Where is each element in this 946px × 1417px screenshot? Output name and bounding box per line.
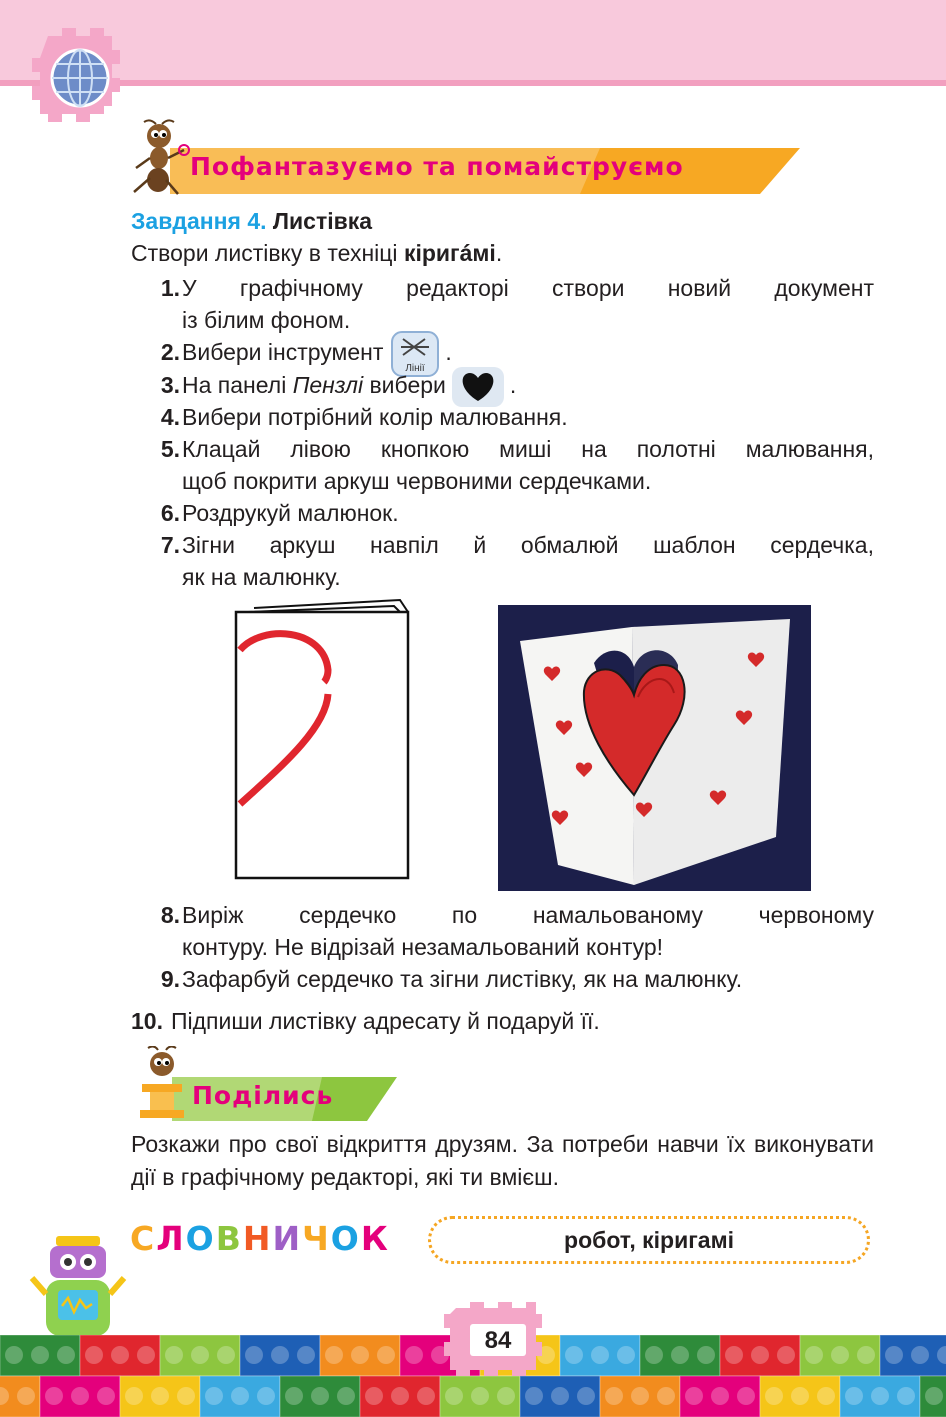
lego-stud [45, 1387, 63, 1405]
folded-sheet-drawing [232, 598, 412, 880]
list-item [146, 304, 874, 336]
lego-stud [257, 1387, 275, 1405]
task-heading [131, 208, 372, 235]
step-text-part: вибери [363, 371, 446, 398]
lego-stud [377, 1346, 395, 1364]
lego-stud [777, 1346, 795, 1364]
dictionary-letter: К [360, 1219, 390, 1258]
lego-stud [351, 1346, 369, 1364]
list-item [146, 497, 874, 529]
step-text: як на малюнку. [182, 563, 341, 590]
lego-stud [885, 1346, 903, 1364]
share-paragraph: Розкажи про свої відкриття друзям. За потреби навчи їх виконувати дії в графічному редакторі, які ти вмієш. [131, 1131, 874, 1190]
lego-stud [591, 1346, 609, 1364]
lego-stud [71, 1387, 89, 1405]
lego-stud [565, 1346, 583, 1364]
list-item [146, 272, 874, 304]
dictionary-letter: Н [242, 1219, 273, 1258]
dictionary-letter: Л [156, 1219, 186, 1258]
intro-text: Створи листівку в техніці [131, 240, 404, 266]
step-number: 7. [160, 531, 180, 558]
list-item [131, 1008, 600, 1035]
lego-stud [231, 1387, 249, 1405]
dictionary-letter: О [330, 1219, 361, 1258]
lego-stud [617, 1346, 635, 1364]
dictionary-letter: Ч [302, 1219, 331, 1258]
page-number: 84 [484, 1327, 512, 1354]
lego-stud [751, 1346, 769, 1364]
lego-stud [97, 1387, 115, 1405]
lego-stud [151, 1387, 169, 1405]
step-text: контуру. Не відрізай незамальований контур! [182, 934, 664, 960]
lego-stud [285, 1387, 303, 1405]
step-text: Роздрукуй малюнок. [182, 499, 399, 526]
lego-stud [137, 1346, 155, 1364]
step-text-part: . [445, 339, 452, 365]
section-title: Пофантазуємо та помайструємо [190, 152, 684, 181]
step-number [146, 465, 182, 497]
list-item [146, 529, 874, 561]
lego-stud [337, 1387, 355, 1405]
dictionary-letter: С [130, 1219, 157, 1258]
lego-stud [791, 1387, 809, 1405]
step-number: 8. [160, 902, 180, 928]
lego-stud [271, 1346, 289, 1364]
lego-stud [817, 1387, 835, 1405]
lego-stud [685, 1387, 703, 1405]
lego-stud [645, 1346, 663, 1364]
globe-icon [30, 28, 130, 133]
lego-stud [365, 1387, 383, 1405]
lego-stud [111, 1346, 129, 1364]
list-item [146, 899, 874, 931]
list-item [146, 963, 874, 995]
lego-stud [845, 1387, 863, 1405]
step-text: Зігни аркуш навпіл й обмалюй шаблон сердечка, [182, 531, 874, 558]
lego-stud [725, 1346, 743, 1364]
lego-stud [805, 1346, 823, 1364]
lego-stud [471, 1387, 489, 1405]
lego-stud [391, 1387, 409, 1405]
list-item [146, 369, 874, 401]
dictionary-letter: О [185, 1219, 216, 1258]
lego-stud [497, 1387, 515, 1405]
step-text: Вибери потрібний колір малювання. [182, 403, 568, 430]
dictionary-letter: В [215, 1219, 243, 1258]
intro-term: кіригáмі [403, 240, 496, 266]
dictionary-terms: робот, кіригамі [564, 1226, 734, 1253]
lego-stud [925, 1387, 943, 1405]
list-item [146, 336, 874, 374]
lego-stud [57, 1346, 75, 1364]
lego-stud [325, 1346, 343, 1364]
list-item [146, 401, 874, 433]
robot-mascot-icon [28, 1234, 128, 1344]
lego-stud [697, 1346, 715, 1364]
lego-stud [405, 1346, 423, 1364]
list-item [146, 561, 874, 593]
step-number: 6. [160, 499, 180, 526]
list-item [146, 465, 874, 497]
lego-stud [217, 1346, 235, 1364]
task-title: Листівка [272, 208, 373, 234]
lego-stud [245, 1346, 263, 1364]
step-text: із білим фоном. [182, 307, 351, 333]
lego-stud [657, 1387, 675, 1405]
lego-stud [605, 1387, 623, 1405]
share-title: Поділись [192, 1081, 334, 1110]
lego-stud [191, 1346, 209, 1364]
step-text-part: . [509, 371, 517, 398]
lego-stud [857, 1346, 875, 1364]
step-text [182, 336, 874, 374]
step-number: 9. [160, 966, 180, 992]
step-number: 1. [160, 275, 180, 301]
lego-stud [911, 1346, 929, 1364]
step-number: 5. [160, 435, 180, 462]
lego-stud [871, 1387, 889, 1405]
lego-stud [897, 1387, 915, 1405]
lego-stud [125, 1387, 143, 1405]
dictionary-label [130, 1219, 390, 1258]
lego-stud [85, 1346, 103, 1364]
lego-stud [445, 1387, 463, 1405]
step-number: 4. [160, 403, 180, 430]
intro-end: . [495, 240, 503, 266]
lines-tool-label: Лінії [405, 362, 426, 374]
lego-stud [165, 1346, 183, 1364]
lego-stud [671, 1346, 689, 1364]
top-band [0, 0, 946, 80]
ant-podium-icon [136, 1046, 192, 1120]
lego-stud [551, 1387, 569, 1405]
lego-stud [577, 1387, 595, 1405]
ant-mascot-icon [128, 118, 198, 198]
brushes-panel-name: Пензлі [292, 371, 364, 398]
step-text-part: Вибери інструмент [182, 339, 384, 365]
lego-stud [525, 1387, 543, 1405]
list-item [146, 931, 874, 963]
list-item [146, 433, 874, 465]
step-text: Клацай лівою кнопкою миші на полотні малювання, [182, 435, 874, 462]
lego-stud [765, 1387, 783, 1405]
lego-stud [177, 1387, 195, 1405]
dictionary-letter: И [272, 1219, 303, 1258]
top-band-line [0, 80, 946, 86]
task-intro [131, 240, 502, 267]
lego-stud [831, 1346, 849, 1364]
step-number [146, 304, 182, 336]
step-text: щоб покрити аркуш червоними сердечками. [182, 467, 652, 494]
step-text: У графічному редакторі створи новий документ [182, 275, 874, 301]
lego-stud [417, 1387, 435, 1405]
lego-stud [205, 1387, 223, 1405]
task-number: Завдання 4. [131, 208, 267, 234]
step-number: 2. [160, 339, 180, 365]
steps-list [146, 272, 874, 593]
step-text [182, 369, 874, 401]
step-number: 10. [131, 1008, 163, 1034]
lego-stud [737, 1387, 755, 1405]
lego-stud [311, 1387, 329, 1405]
step-text-part: На панелі [182, 371, 293, 398]
step-text: Підпиши листівку адресату й подаруй її. [170, 1008, 600, 1034]
kirigami-card-photo [498, 605, 811, 891]
step-number [146, 561, 182, 593]
lego-stud [631, 1387, 649, 1405]
lego-stud [297, 1346, 315, 1364]
steps-list-continued [146, 899, 874, 995]
step-number [146, 931, 182, 963]
dictionary-label-text [130, 1219, 390, 1258]
lego-stud [17, 1387, 35, 1405]
dictionary-terms-box [428, 1216, 870, 1264]
step-text: Виріж сердечко по намальованому червоному [182, 902, 874, 928]
lego-stud [711, 1387, 729, 1405]
step-text: Зафарбуй сердечко та зігни листівку, як на малюнку. [182, 966, 743, 992]
lego-stud [5, 1346, 23, 1364]
lego-stud [31, 1346, 49, 1364]
step-number: 3. [160, 371, 180, 398]
